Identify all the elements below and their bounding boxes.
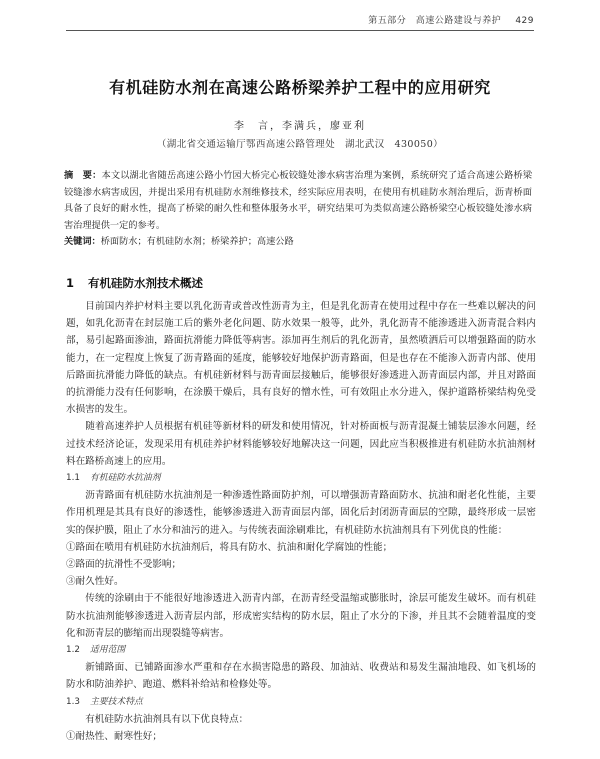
keywords xyxy=(64,234,544,250)
paragraph: 目前国内养护材料主要以乳化沥青或普改性沥青为主，但是乳化沥青在使用过程中存在一些难以解决的问题，如乳化沥青在封层施工后的紫外老化问题、防水效果一般等，此外，乳化沥青不能渗透进入沥青混合料内部，易引起路面渗油，路面抗滑能力降低等病害。添加再生剂后的乳化沥青，虽然喷洒后可以增强路面的防水能力，在一定程度上恢复了沥青路面的延度，能够较好地保护沥青路面，但是也存在不能渗入沥青内部、使用后路面抗滑能力降低的缺点。有机硅新材料与沥青面层接触后，能够很好渗透进入沥青面层内部，并且对路面的抗滑能力没有任何影响，在涂膜干燥后，具有良好的憎水性，可有效阻止水分进入，保护道路桥梁结构免受水损害的发生。 xyxy=(66,301,536,416)
page-number: 429 xyxy=(515,16,534,26)
paper-authors: 李 言，李满兵，廖亚利 xyxy=(234,121,366,132)
header-rule xyxy=(66,30,534,31)
subsection-title: 主要技术特点 xyxy=(90,696,143,707)
paper-affiliation: （湖北省交通运输厅鄂西高速公路管理处 湖北武汉 430050） xyxy=(156,139,444,150)
abstract-label: 摘 要： xyxy=(64,170,102,181)
running-header xyxy=(368,13,534,26)
abstract-text: 本文以湖北省随岳高速公路小竹园大桥完心板铰缝处渗水病害治理为案例，系统研究了适合高速公路桥梁铰缝渗水病害成因，并提出采用有机硅防水剂维修技术，经实际应用表明，在使用有机硅防水剂治理后，沥青桥面具备了良好的耐水性，提高了桥梁的耐久性和整体服务水平，研究结果可为类似高速公路桥梁空心板铰缝处渗水病害治理提供一定的参考。 xyxy=(64,170,533,232)
subsection-number: 1.2 xyxy=(66,645,80,656)
subsection-1-3-heading xyxy=(66,694,536,711)
subsection-title: 有机硅防水抗油剂 xyxy=(90,473,161,484)
section-1-number: 1 xyxy=(66,276,75,290)
keywords-label: 关键词： xyxy=(64,236,101,247)
section-1-body xyxy=(66,298,536,745)
paragraph: 传统的涂刷由于不能很好地渗透进入沥青内部，在沥青经受温缩或膨胀时，涂层可能发生破坏。而有机硅防水抗油剂能够渗透进入沥青层内部，形成密实结构的防水层，阻止了水分的下渗，并且其不会随着温度的变化和沥青层的膨缩而出现裂缝等病害。 xyxy=(66,593,536,639)
paragraph: 有机硅防水抗油剂具有以下优良特点： xyxy=(85,713,249,725)
running-header-text: 第五部分 高速公路建设与养护 xyxy=(368,16,502,26)
paragraph: 随着高速养护人员根据有机硅等新材料的研发和使用情况，针对桥面板与沥青混凝土铺装层渗水问题，经过技术经济论证，发现采用有机硅养护材料能够较好地解决这一问题，因此应当积极推进有机硅防水抗油剂材料在路桥高速上的应用。 xyxy=(66,421,536,467)
subsection-number: 1.3 xyxy=(66,696,80,707)
paragraph: 新铺路面、已铺路面渗水严重和存在水损害隐患的路段、加油站、收费站和易发生漏油地段、如飞机场的防水和防油养护、跑道、燃料补给站和检修处等。 xyxy=(66,662,536,691)
keywords-text: 桥面防水；有机硅防水剂；桥梁养护；高速公路 xyxy=(100,236,294,247)
list-item: ①路面在喷用有机硅防水抗油剂后，将具有防水、抗油和耐化学腐蚀的性能； xyxy=(66,541,393,553)
paragraph: 沥青路面有机硅防水抗油剂是一种渗透性路面防护剂，可以增强沥青路面防水、抗油和耐老化性能，主要作用机理是其具有良好的渗透性，能够渗透进入沥青面层内部，固化后封闭沥青面层的空隙，最终形成一层密实的保护膜，阻止了水分和油污的进入。与传统表面涂刷难比，有机硅防水抗油剂具有下列优良的性能： xyxy=(66,490,536,536)
abstract xyxy=(64,168,532,235)
list-item: ①耐热性、耐寒性好； xyxy=(66,731,162,743)
subsection-number: 1.1 xyxy=(66,473,80,484)
section-1-title: 有机硅防水剂技术概述 xyxy=(88,276,204,290)
subsection-title: 适用范围 xyxy=(90,645,126,656)
subsection-1-2-heading xyxy=(66,642,536,659)
list-item: ②路面的抗滑性不受影响； xyxy=(66,559,182,571)
paper-title: 有机硅防水剂在高速公路桥梁养护工程中的应用研究 xyxy=(109,78,491,97)
list-item: ③耐久性好。 xyxy=(66,576,124,588)
section-1-heading xyxy=(66,275,203,291)
subsection-1-1-heading xyxy=(66,470,536,487)
